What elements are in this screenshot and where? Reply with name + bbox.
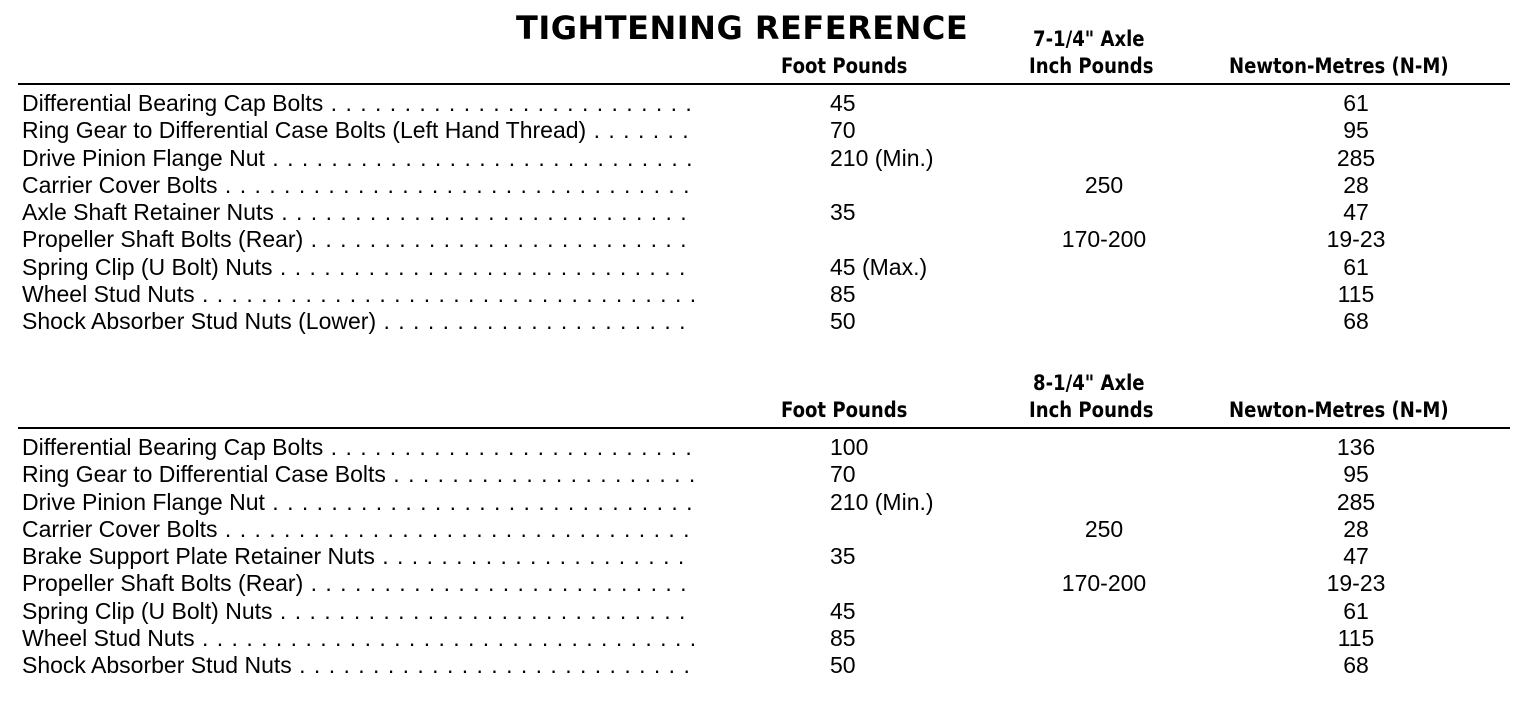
table-row xyxy=(18,461,1510,488)
column-header-inch-pounds: Inch Pounds xyxy=(1029,398,1154,422)
table-row xyxy=(18,254,1510,281)
fastener-label: Wheel Stud Nuts . . . xyxy=(22,281,694,308)
newton-metres-value: 61 xyxy=(1343,597,1369,624)
table-row xyxy=(18,281,1510,308)
fastener-label: Shock Absorber Stud Nuts (Lower) . . . xyxy=(22,308,694,335)
foot-pounds-value: 35 xyxy=(830,199,856,226)
newton-metres-value: 47 xyxy=(1343,543,1369,570)
fastener-label: Spring Clip (U Bolt) Nuts . . . xyxy=(22,254,694,281)
fastener-label: Ring Gear to Differential Case Bolts (Left Hand Thread) . . . xyxy=(22,117,694,144)
newton-metres-value: 19-23 xyxy=(1326,226,1386,253)
newton-metres-value: 61 xyxy=(1343,90,1369,116)
newton-metres-value: 28 xyxy=(1343,171,1369,198)
fastener-label: Wheel Stud Nuts . . . xyxy=(22,625,694,652)
newton-metres-value: 95 xyxy=(1343,461,1369,488)
fastener-label: Propeller Shaft Bolts (Rear) . . . xyxy=(22,226,694,253)
table-body xyxy=(18,434,1510,680)
fastener-label: Spring Clip (U Bolt) Nuts . . . xyxy=(22,598,694,625)
fastener-label: Drive Pinion Flange Nut . . . xyxy=(22,145,694,172)
foot-pounds-value: 50 xyxy=(830,652,856,679)
newton-metres-value: 136 xyxy=(1336,434,1376,460)
fastener-label: Ring Gear to Differential Case Bolts . . . xyxy=(22,461,694,488)
table-row xyxy=(18,652,1510,679)
inch-pounds-value: 170-200 xyxy=(1061,226,1147,253)
foot-pounds-value: 50 xyxy=(830,308,856,335)
fastener-label: Axle Shaft Retainer Nuts . . . xyxy=(22,199,694,226)
newton-metres-value: 47 xyxy=(1343,199,1369,226)
column-header-newton-metres: Newton-Metres (N-M) xyxy=(1229,54,1449,78)
newton-metres-value: 285 xyxy=(1336,488,1376,515)
axle-size-heading: 7-1/4" Axle xyxy=(1033,27,1145,51)
table-row xyxy=(18,434,1510,461)
inch-pounds-value: 250 xyxy=(1084,171,1124,198)
fastener-label: Carrier Cover Bolts . . . xyxy=(22,516,694,543)
table-row xyxy=(18,543,1510,570)
column-header-foot-pounds: Foot Pounds xyxy=(781,398,908,422)
table-row xyxy=(18,570,1510,597)
newton-metres-value: 68 xyxy=(1343,652,1369,679)
column-header-inch-pounds: Inch Pounds xyxy=(1029,54,1154,78)
fastener-label: Brake Support Plate Retainer Nuts . . . xyxy=(22,543,694,570)
fastener-label: Drive Pinion Flange Nut . . . xyxy=(22,489,694,516)
foot-pounds-value: 70 xyxy=(830,117,856,144)
table-row xyxy=(18,598,1510,625)
foot-pounds-value: 100 xyxy=(830,434,869,460)
foot-pounds-value: 45 (Max.) xyxy=(830,253,928,280)
foot-pounds-value: 35 xyxy=(830,543,856,570)
newton-metres-value: 115 xyxy=(1337,281,1375,308)
inch-pounds-value: 170-200 xyxy=(1061,570,1147,597)
foot-pounds-value: 70 xyxy=(830,461,856,488)
newton-metres-value: 28 xyxy=(1343,515,1369,542)
foot-pounds-value: 85 xyxy=(830,281,856,308)
header-divider xyxy=(18,427,1510,429)
table-row xyxy=(18,172,1510,199)
page-title: TIGHTENING REFERENCE xyxy=(516,9,969,47)
inch-pounds-value: 250 xyxy=(1084,515,1124,542)
newton-metres-value: 19-23 xyxy=(1326,570,1386,597)
foot-pounds-value: 210 (Min.) xyxy=(830,488,934,515)
foot-pounds-value: 45 xyxy=(830,90,856,116)
header-divider xyxy=(18,83,1510,85)
axle-size-heading: 8-1/4" Axle xyxy=(1033,371,1145,395)
newton-metres-value: 285 xyxy=(1336,144,1376,171)
table-row xyxy=(18,90,1510,117)
fastener-label: Carrier Cover Bolts . . . xyxy=(22,172,694,199)
foot-pounds-value: 45 xyxy=(830,597,856,624)
table-row xyxy=(18,145,1510,172)
newton-metres-value: 95 xyxy=(1343,117,1369,144)
fastener-label: Shock Absorber Stud Nuts . . . xyxy=(22,652,694,679)
table-row xyxy=(18,226,1510,253)
column-header-newton-metres: Newton-Metres (N-M) xyxy=(1229,398,1449,422)
table-body xyxy=(18,90,1510,336)
table-row xyxy=(18,489,1510,516)
table-row xyxy=(18,117,1510,144)
table-row xyxy=(18,516,1510,543)
table-row xyxy=(18,308,1510,335)
foot-pounds-value: 85 xyxy=(830,625,856,652)
fastener-label: Differential Bearing Cap Bolts . . . xyxy=(22,434,694,461)
fastener-label: Differential Bearing Cap Bolts . . . xyxy=(22,90,694,117)
foot-pounds-value: 210 (Min.) xyxy=(830,144,934,171)
fastener-label: Propeller Shaft Bolts (Rear) . . . xyxy=(22,570,694,597)
table-row xyxy=(18,199,1510,226)
newton-metres-value: 61 xyxy=(1343,253,1369,280)
newton-metres-value: 115 xyxy=(1337,625,1375,652)
table-row xyxy=(18,625,1510,652)
newton-metres-value: 68 xyxy=(1343,308,1369,335)
column-header-foot-pounds: Foot Pounds xyxy=(781,54,908,78)
